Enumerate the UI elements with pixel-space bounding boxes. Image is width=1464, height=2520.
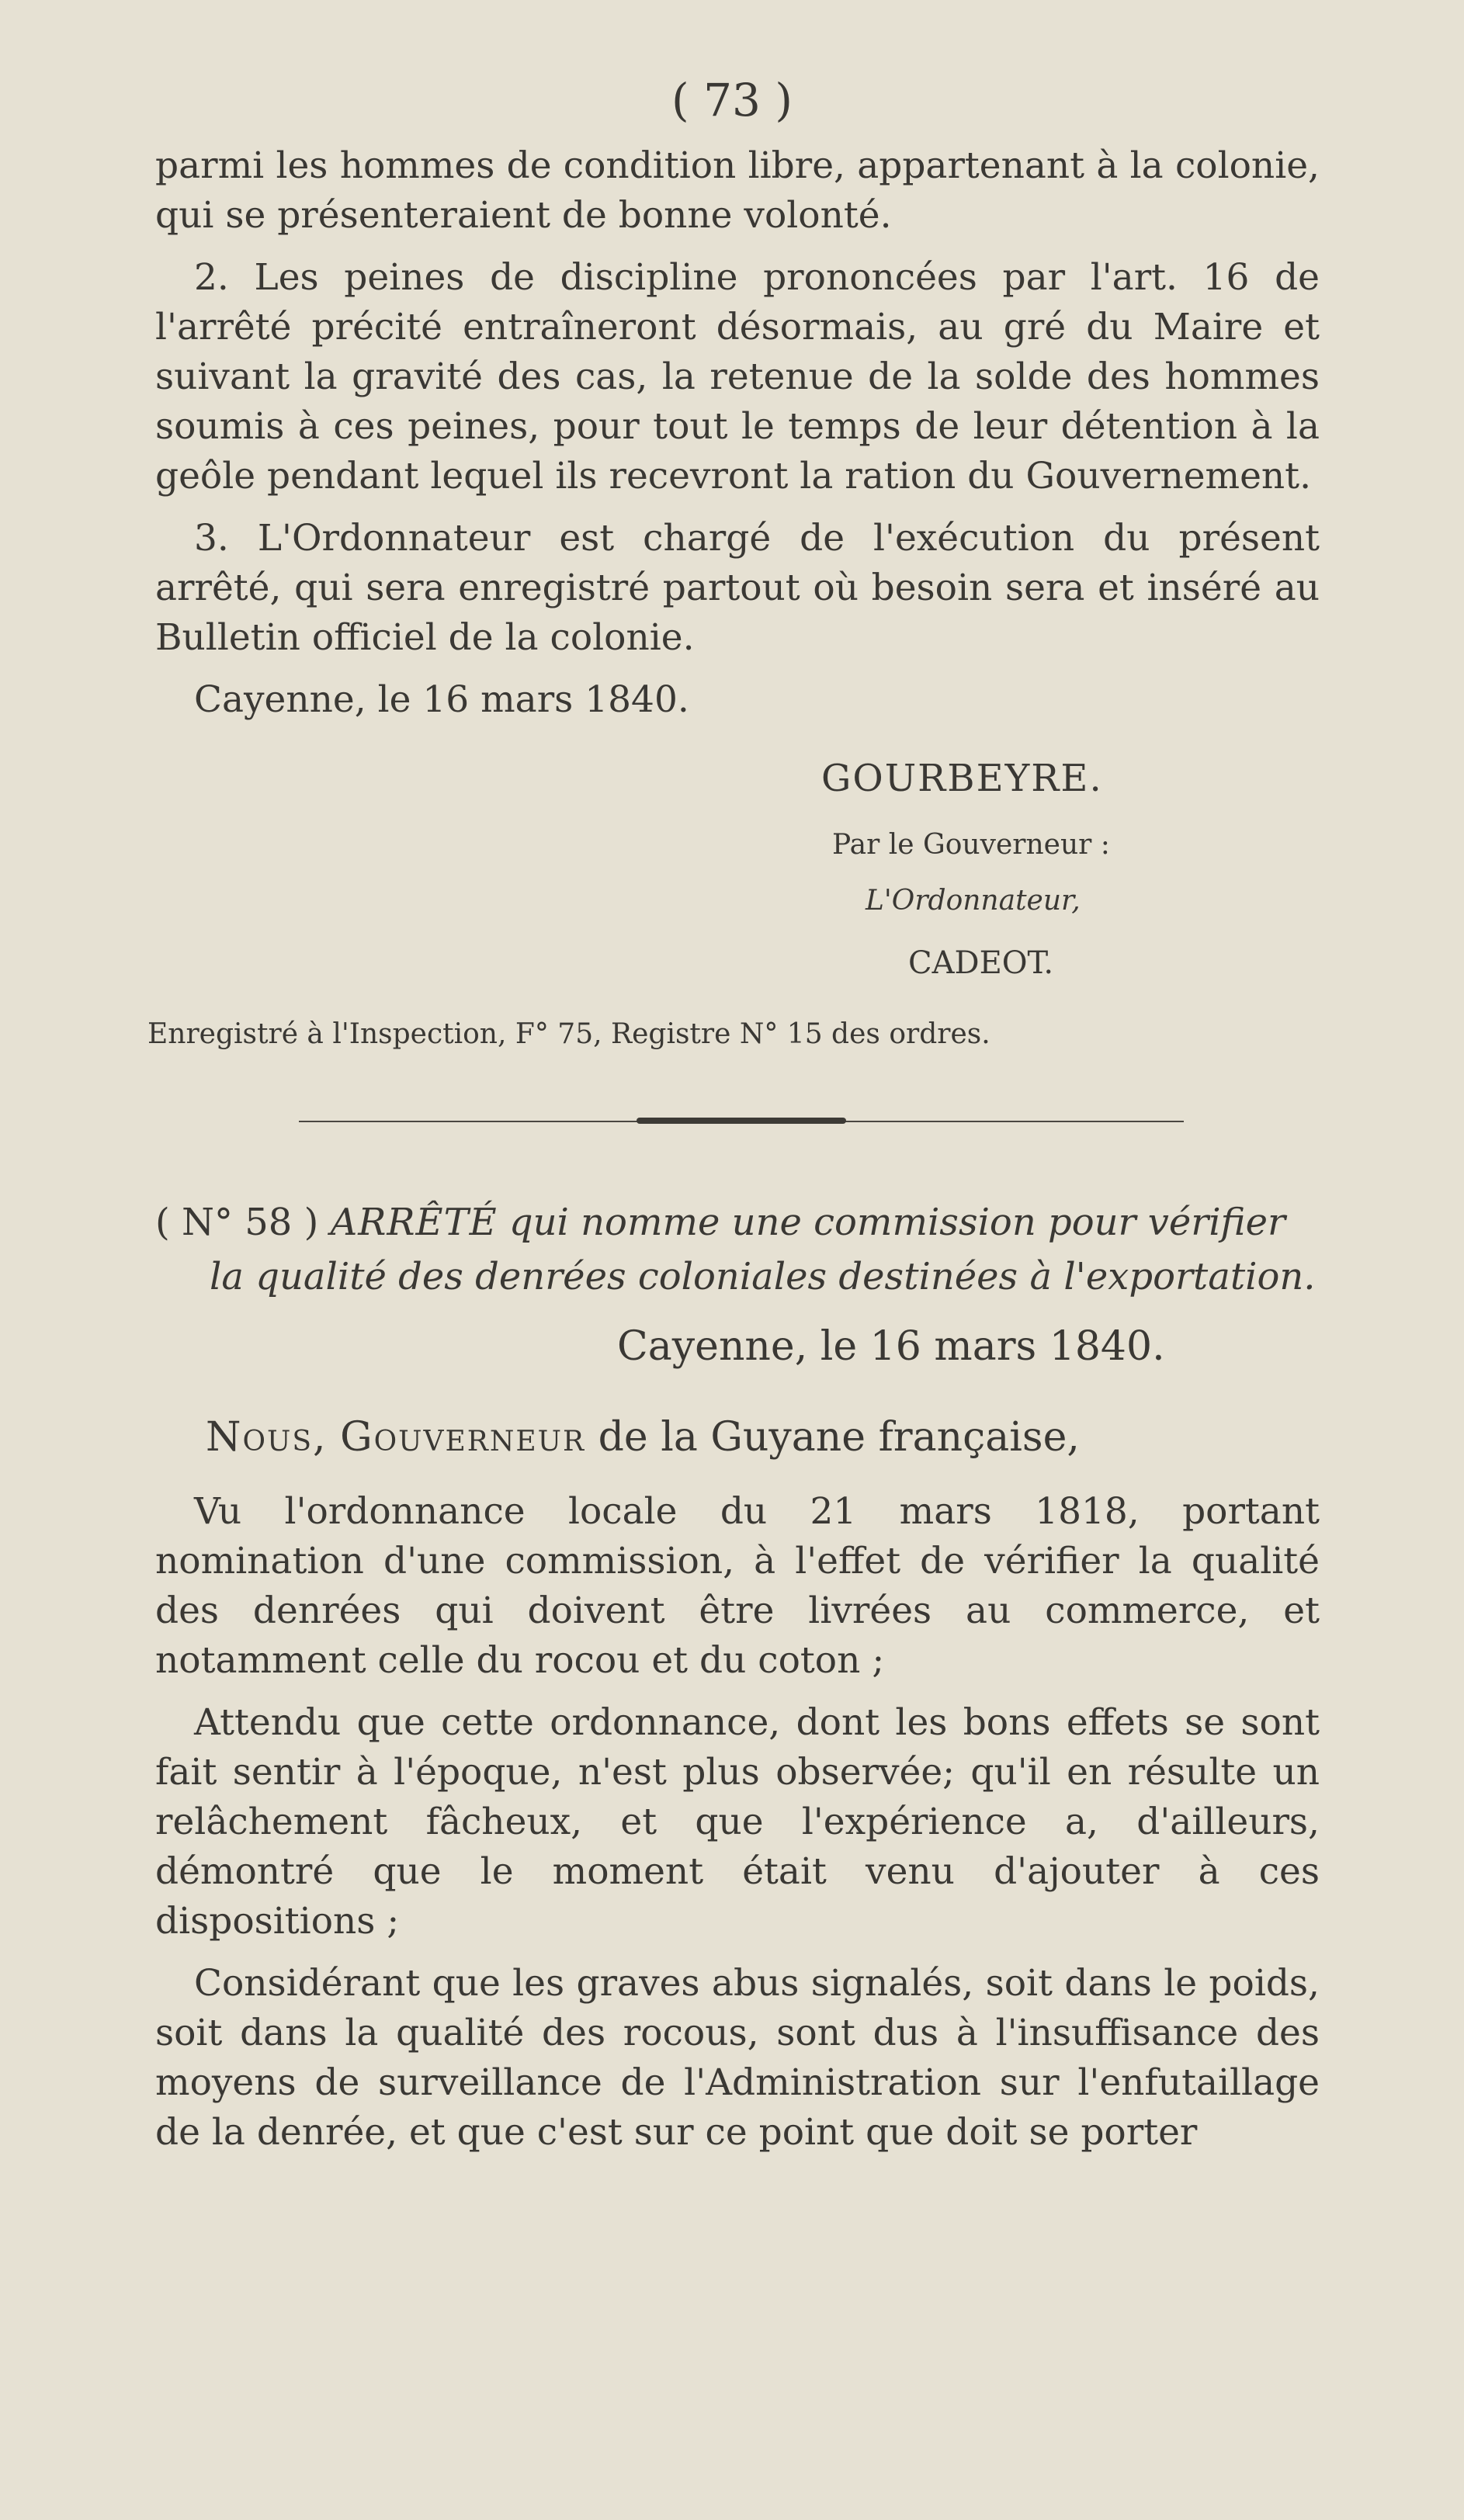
date-line: Cayenne, le 16 mars 1840. xyxy=(194,678,689,721)
decree-vu-paragraph: Vu l'ordonnance locale du 21 mars 1818, portant nomination d'une commission, à l'effet de vérifier la qualité des denrées qui doivent être livrées au commerce, et notamment celle du rocou et du coton ; xyxy=(155,1490,1320,1682)
section-divider-ornament xyxy=(637,1118,846,1124)
article-3: 3. L'Ordonnateur est chargé de l'exécution du présent arrêté, qui sera enregistré partout où besoin sera et inséré au Bulletin officiel de la colonie. xyxy=(155,517,1320,659)
decree-considerant-paragraph: Considérant que les graves abus signalés, soit dans le poids, soit dans la qualité des rocous, sont dus à l'insuffisance des moyens de surveillance de l'Administration sur l'enfutaillage de la denrée, et que c'est sur ce point que doit se porter xyxy=(155,1962,1320,2154)
top-section xyxy=(155,141,1320,725)
page-number: ( 73 ) xyxy=(671,74,793,127)
intro-nous: Nous, xyxy=(206,1414,328,1461)
intro-rest: de la Guyane française, xyxy=(598,1414,1080,1461)
ordonnateur-name: CADEOT. xyxy=(908,945,1054,981)
decree-date: Cayenne, le 16 mars 1840. xyxy=(617,1323,1165,1370)
intro-gouverneur: Gouverneur xyxy=(340,1414,586,1461)
by-governor-label: Par le Gouverneur : xyxy=(832,829,1110,861)
ordonnateur-title: L'Ordonnateur, xyxy=(866,885,1081,917)
decree-number: ( N° 58 ) xyxy=(155,1201,319,1244)
decree-description-1: qui nomme une commission pour vérifier xyxy=(508,1201,1285,1244)
paragraph-continuation: parmi les hommes de condition libre, appartenant à la colonie, qui se présenteraient de bonne volonté. xyxy=(155,144,1320,237)
decree-attendu-paragraph: Attendu que cette ordonnance, dont les bons effets se sont fait sentir à l'époque, n'est plus observée; qu'il en résulte un relâchement fâcheux, et que l'expérience a, d'ailleurs, démontré que le moment était venu d'ajouter à ces dispositions ; xyxy=(155,1701,1320,1943)
decree-intro xyxy=(206,1414,1080,1461)
decree-description-2: la qualité des denrées coloniales destinées à l'exportation. xyxy=(210,1255,1316,1298)
signatory-name: GOURBEYRE. xyxy=(821,757,1103,800)
decree-heading xyxy=(155,1195,1320,1304)
article-2: 2. Les peines de discipline prononcées par l'art. 16 de l'arrêté précité entraîneront désormais, au gré du Maire et suivant la gravité des cas, la retenue de la solde des hommes soumis à ces peines, pour tout le temps de leur détention à la geôle pendant lequel ils recevront la ration du Gouvernement. xyxy=(155,256,1320,497)
decree-title: ARRÊTÉ xyxy=(330,1201,498,1244)
registration-note: Enregistré à l'Inspection, F° 75, Registre N° 15 des ordres. xyxy=(147,1018,990,1050)
decree-body xyxy=(155,1487,1320,2158)
